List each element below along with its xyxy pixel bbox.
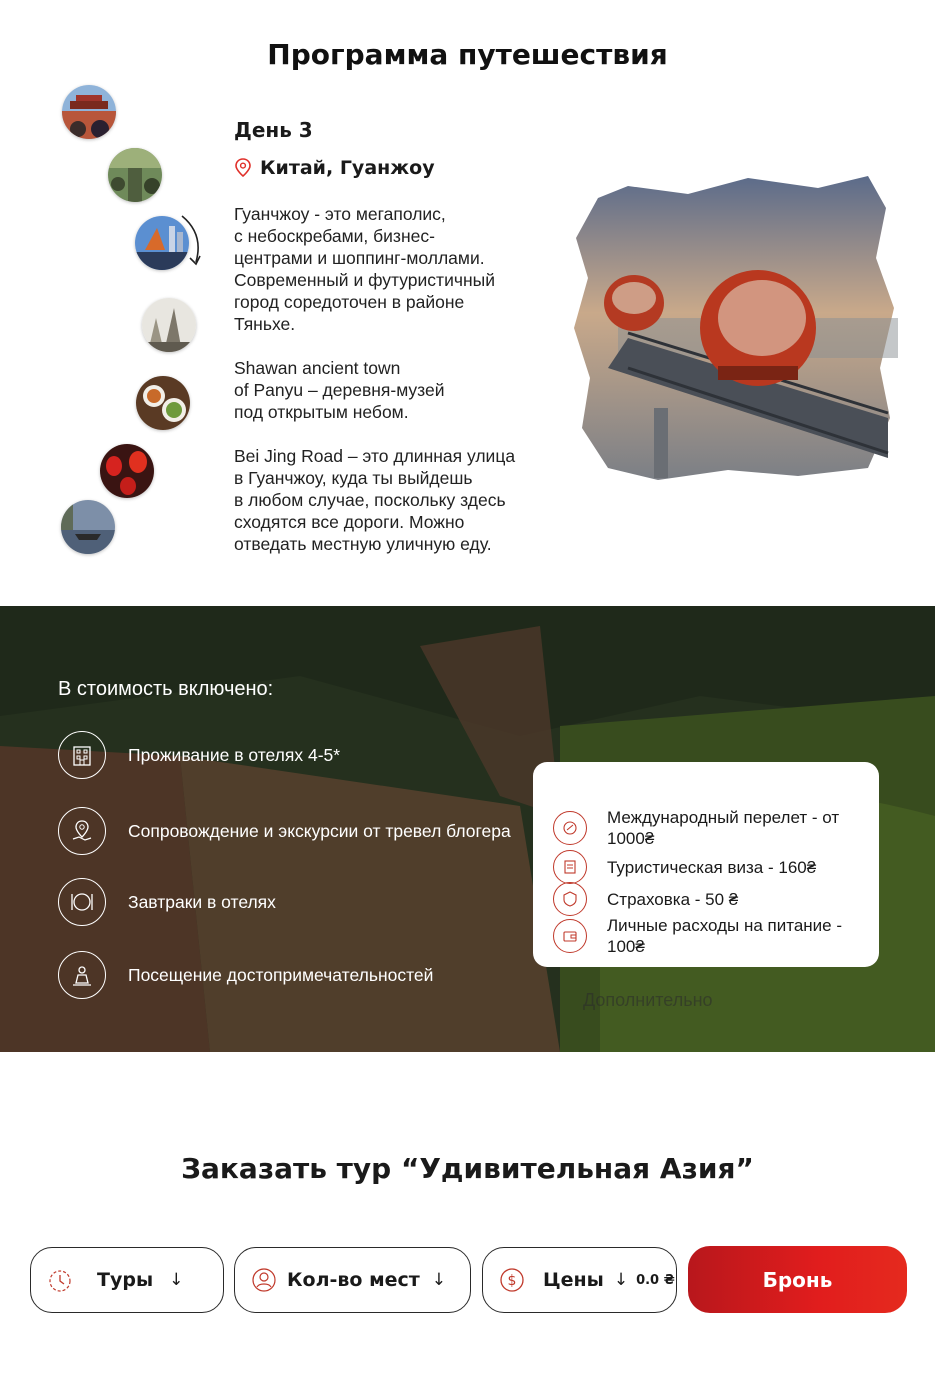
thumbnail-rocks[interactable] [142,298,196,352]
tours-icon [45,1265,75,1295]
included-section [0,606,935,1052]
price-chevron-down-icon: ↓ [613,1270,629,1290]
svg-text:$: $ [507,1273,517,1289]
tours-label: Туры [97,1269,154,1291]
included-item-label: Проживание в отелях 4-5* [128,745,341,765]
thumbnail-food[interactable] [136,376,190,430]
description-paragraph: Bei Jing Road – это длинная улица в Гуанчжоу, куда ты выйдешь в любом случае, поскольку здесь сходятся все дороги. Можно отведать местную уличную еду. [234,446,516,554]
visa-icon [553,850,587,884]
tours-chevron-down-icon: ↓ [169,1270,184,1290]
extra-item [553,882,877,916]
hotel-icon [58,731,106,779]
carousel-scroll-arrow-icon[interactable] [176,214,206,276]
extra-costs-card [533,762,879,967]
included-item [58,807,518,855]
day-title: День 3 [234,118,313,142]
extra-item-label: Международный перелет - от 1000₴ [607,808,840,848]
extra-item [553,850,877,884]
thumbnail-lanterns[interactable] [100,444,154,498]
seats-dropdown[interactable] [234,1247,471,1313]
order-title: Заказать тур “Удивительная Азия” [181,1152,754,1185]
price-label: Цены [543,1269,604,1291]
wallet-icon [553,919,587,953]
seats-chevron-down-icon: ↓ [431,1270,447,1290]
map-pin-icon [58,807,106,855]
breakfast-icon [58,878,106,926]
dollar-icon [497,1265,527,1295]
extra-item [553,915,877,957]
extra-item [553,807,877,849]
included-title: В стоимость включено: [58,678,274,700]
included-item-label: Сопровождение и экскурсии от тревел блогера [128,821,511,841]
included-item [58,731,518,779]
user-icon [249,1265,279,1295]
location-pin-icon [234,158,252,178]
included-item [58,878,518,926]
extra-item-label: Страховка - 50 ₴ [607,889,739,909]
extra-caption: Дополнительно [583,990,713,1010]
price-value: 0.0 ₴ [636,1272,675,1288]
included-item-label: Завтраки в отелях [128,892,276,912]
program-title: Программа путешествия [267,38,668,71]
location-row [234,157,435,179]
cable-car-photo [568,168,898,486]
location-text: Китай, Гуанжоу [260,157,435,179]
flight-icon [553,811,587,845]
seats-label: Кол-во мест [287,1269,420,1291]
included-item-label: Посещение достопримечательностей [128,965,434,985]
included-item [58,951,518,999]
extra-item-label: Личные расходы на питание - 100₴ [607,916,842,956]
insurance-icon [553,882,587,916]
thumbnail-street[interactable] [108,148,162,202]
book-button[interactable]: Бронь [688,1246,907,1313]
landmark-icon [58,951,106,999]
extra-item-label: Туристическая виза - 160₴ [607,857,817,877]
day-description [234,203,574,577]
thumbnail-boat[interactable] [61,500,115,554]
tours-dropdown[interactable] [30,1247,224,1313]
description-paragraph: Гуанчжоу - это мегаполис, с небоскребами, бизнес- центрами и шоппинг-моллами. Современный и футуристичный город соредоточен в районе Тяньхе. [234,204,495,334]
description-paragraph: Shawan ancient town of Panyu – деревня-музей под открытым небом. [234,358,445,422]
price-dropdown[interactable] [482,1247,677,1313]
thumbnail-palace[interactable] [62,85,116,139]
